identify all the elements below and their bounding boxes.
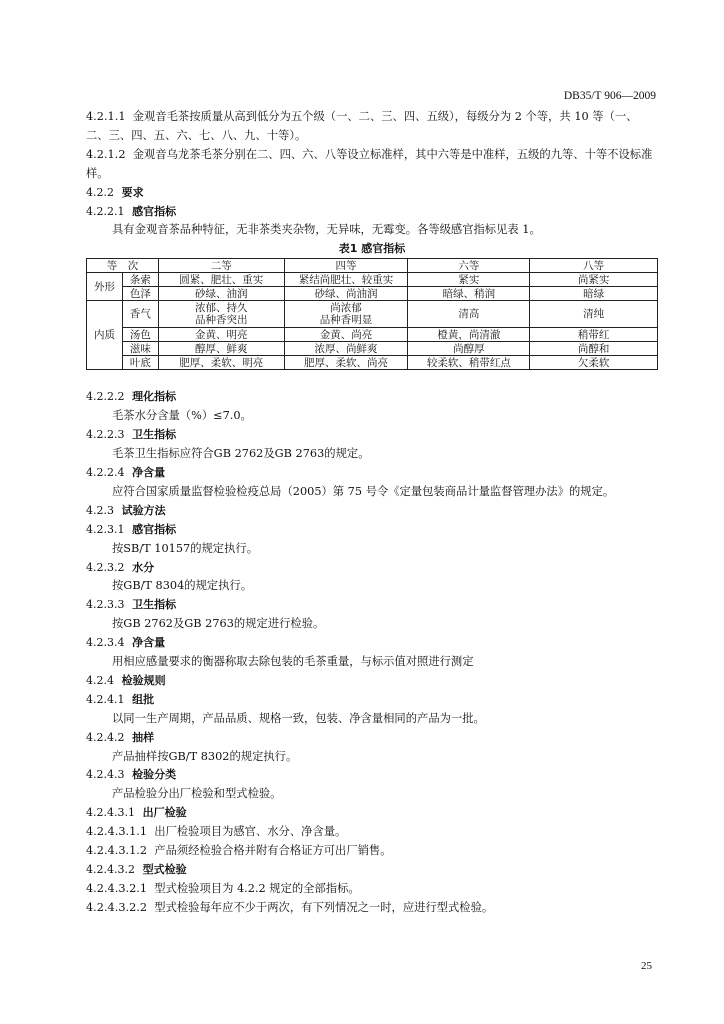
- section-body: 毛茶卫生指标应符合GB 2762及GB 2763的规定。: [112, 447, 370, 461]
- table-cell: 暗绿、稍润: [408, 287, 530, 301]
- section-body: 产品抽样按GB/T 8302的规定执行。: [112, 749, 298, 763]
- table-cell: [284, 301, 408, 328]
- section-title: 试验方法: [121, 503, 166, 517]
- document-body: [86, 108, 658, 918]
- page-number: 25: [641, 960, 652, 972]
- clause-number: 4.2.4.3.1.1: [86, 825, 148, 839]
- table-header-row: [87, 259, 658, 273]
- section-body: 产品检验分出厂检验和型式检验。: [112, 787, 282, 801]
- section-number: 4.2.2: [86, 185, 114, 199]
- section-number: 4.2.2.2: [86, 390, 125, 404]
- table-row: [87, 356, 658, 370]
- header-cell: 六等: [408, 259, 530, 273]
- section-body: 按GB/T 8304的规定执行。: [112, 579, 253, 593]
- section-title: 检验规则: [121, 673, 166, 687]
- clause-text: 型式检验项目为 4.2.2 规定的全部指标。: [154, 881, 360, 895]
- section-number: 4.2.4.3.1: [86, 806, 135, 820]
- table-cell: 尚紧实: [530, 273, 658, 287]
- item-4-2-4-3-2-2: [86, 899, 658, 918]
- item-4-2-4-3-1-2: [86, 842, 658, 861]
- cell-line: 浓郁、持久: [195, 301, 248, 314]
- section-title: 组批: [132, 692, 155, 706]
- header-cell: 四等: [284, 259, 408, 273]
- clause-number: 4.2.1.2: [86, 147, 126, 161]
- section-number: 4.2.3.2: [86, 560, 125, 574]
- item-4-2-4-3-1-1: [86, 823, 658, 842]
- table-row: [87, 342, 658, 356]
- section-title: 要求: [121, 185, 144, 199]
- cell-line: 品种香突出: [195, 314, 248, 327]
- table-cell: 浓厚、尚鲜爽: [284, 342, 408, 356]
- section-heading: [86, 521, 658, 540]
- sensory-table: [86, 258, 658, 370]
- table-cell: 肥厚、柔软、明亮: [158, 356, 284, 370]
- table-row: [87, 328, 658, 342]
- item-cell: 香气: [122, 301, 158, 328]
- table-cell: 紧结尚肥壮、较重实: [284, 273, 408, 287]
- clause-text: 金观音毛茶按质量从高到低分为五个级（一、二、三、四、五级），每级分为 2 个等，共 10 等（一、二、三、四、五、六、七、八、九、十等）。: [86, 110, 638, 142]
- clause-number: 4.2.4.3.1.2: [86, 844, 148, 858]
- table-cell: 清高: [408, 301, 530, 328]
- table-row: [87, 301, 658, 328]
- table-cell: 较柔软、稍带红点: [408, 356, 530, 370]
- header-cell: 八等: [530, 259, 658, 273]
- table-cell: 欠柔软: [530, 356, 658, 370]
- section-heading: [86, 184, 658, 203]
- section-title: 抽样: [132, 730, 155, 744]
- section-number: 4.2.3: [86, 503, 114, 517]
- group-cell: 外形: [87, 273, 123, 301]
- paragraph-4-2-1-2: [86, 146, 658, 184]
- table-cell: 醇厚、鲜爽: [158, 342, 284, 356]
- cell-line: 尚浓郁: [330, 301, 362, 314]
- section-body: 按SB/T 10157的规定执行。: [112, 541, 258, 555]
- body-sections: [86, 388, 658, 823]
- clause-text: 型式检验每年应不少于两次，有下列情况之一时，应进行型式检验。: [154, 900, 494, 914]
- section-number: 4.2.2.1: [86, 204, 125, 218]
- section-title: 水分: [132, 560, 155, 574]
- item-cell: 色泽: [122, 287, 158, 301]
- section-number: 4.2.4.3: [86, 768, 125, 782]
- section-heading: [86, 804, 658, 823]
- section-title: 型式检验: [142, 863, 187, 876]
- table-cell: 尚醇厚: [408, 342, 530, 356]
- item-cell: 汤色: [122, 328, 158, 342]
- section-heading: [86, 596, 658, 615]
- clause-number: 4.2.1.1: [86, 110, 126, 123]
- group-cell: 内质: [87, 301, 123, 370]
- clause-text: 出厂检验项目为感官、水分、净含量。: [154, 825, 347, 839]
- section-number: 4.2.3.1: [86, 522, 125, 536]
- item-4-2-4-3-2-1: [86, 880, 658, 899]
- section-number: 4.2.4.3.2: [86, 863, 135, 876]
- table-cell: 紧实: [408, 273, 530, 287]
- section-heading: [86, 691, 658, 710]
- section-body: 具有金观音茶品种特征，无非茶类夹杂物，无异味，无霉变。各等级感官指标见表 1。: [112, 223, 541, 237]
- table-cell: 金黄、明亮: [158, 328, 284, 342]
- table-cell: 砂绿、油润: [158, 287, 284, 301]
- header-cell: 等 次: [87, 259, 159, 273]
- table-cell: 稍带红: [530, 328, 658, 342]
- document-id: DB35/T 906—2009: [563, 90, 656, 102]
- section-heading: [86, 559, 658, 578]
- section-heading: [86, 203, 658, 222]
- item-cell: 叶底: [122, 356, 158, 370]
- table-cell: 橙黄，尚清澈: [408, 328, 530, 342]
- table-cell: 圆紧、肥壮、重实: [158, 273, 284, 287]
- clause-text: 金观音乌龙茶毛茶分别在二、四、六、八等设立标准样，其中六等是中准样，五级的九等、十等不设标准样。: [86, 147, 653, 180]
- section-number: 4.2.2.3: [86, 428, 125, 442]
- section-number: 4.2.2.4: [86, 465, 125, 479]
- cell-line: 品种香明显: [319, 314, 373, 327]
- section-title: 感官指标: [132, 522, 177, 536]
- section-title: 出厂检验: [142, 806, 187, 820]
- table-cell: 尚醇和: [530, 342, 658, 356]
- section-heading: [86, 861, 658, 880]
- item-cell: 条索: [122, 273, 158, 287]
- table-cell: 肥厚、柔软、尚亮: [284, 356, 408, 370]
- header-cell: 二等: [158, 259, 284, 273]
- table-cell: 金黄、尚亮: [284, 328, 408, 342]
- clause-text: 产品须经检验合格并附有合格证方可出厂销售。: [154, 844, 392, 858]
- section-heading: [86, 464, 658, 483]
- section-title: 感官指标: [132, 204, 177, 218]
- section-body: 以同一生产周期，产品品质、规格一致，包装、净含量相同的产品为一批。: [112, 711, 485, 725]
- clause-number: 4.2.4.3.2.2: [86, 900, 148, 914]
- section-heading: [86, 426, 658, 445]
- section-number: 4.2.4.1: [86, 692, 125, 706]
- section-number: 4.2.3.4: [86, 636, 125, 650]
- table-cell: 砂绿、尚油润: [284, 287, 408, 301]
- section-title: 检验分类: [132, 768, 177, 782]
- section-heading: [86, 672, 658, 691]
- section-heading: [86, 388, 658, 407]
- table-cell: 清纯: [530, 301, 658, 328]
- item-cell: 滋味: [122, 342, 158, 356]
- table-row: [87, 287, 658, 301]
- section-body: 毛茶水分含量（%）≤7.0。: [112, 409, 252, 423]
- section-title: 净含量: [132, 465, 166, 479]
- table-cell: 暗绿: [530, 287, 658, 301]
- table-cell: [158, 301, 284, 328]
- clause-number: 4.2.4.3.2.1: [86, 881, 148, 895]
- section-title: 净含量: [132, 636, 166, 650]
- section-title: 理化指标: [132, 390, 177, 404]
- section-title: 卫生指标: [132, 598, 177, 612]
- section-body: 用相应感量要求的衡器称取去除包装的毛茶重量，与标示值对照进行测定: [112, 655, 474, 669]
- section-number: 4.2.4.2: [86, 730, 125, 744]
- section-heading: [86, 766, 658, 785]
- section-number: 4.2.3.3: [86, 598, 125, 612]
- section-heading: [86, 502, 658, 521]
- section-body: 应符合国家质量监督检验检疫总局（2005）第 75 号令《定量包装商品计量监督管理办法》的规定。: [112, 484, 615, 498]
- section-heading: [86, 634, 658, 653]
- section-heading: [86, 729, 658, 748]
- paragraph-4-2-1-1: [86, 108, 658, 146]
- table-row: [87, 273, 658, 287]
- section-number: 4.2.4: [86, 673, 114, 687]
- section-title: 卫生指标: [132, 428, 177, 442]
- section-body: 按GB 2762及GB 2763的规定进行检验。: [112, 617, 325, 631]
- table-caption: 表1 感官指标: [338, 242, 406, 256]
